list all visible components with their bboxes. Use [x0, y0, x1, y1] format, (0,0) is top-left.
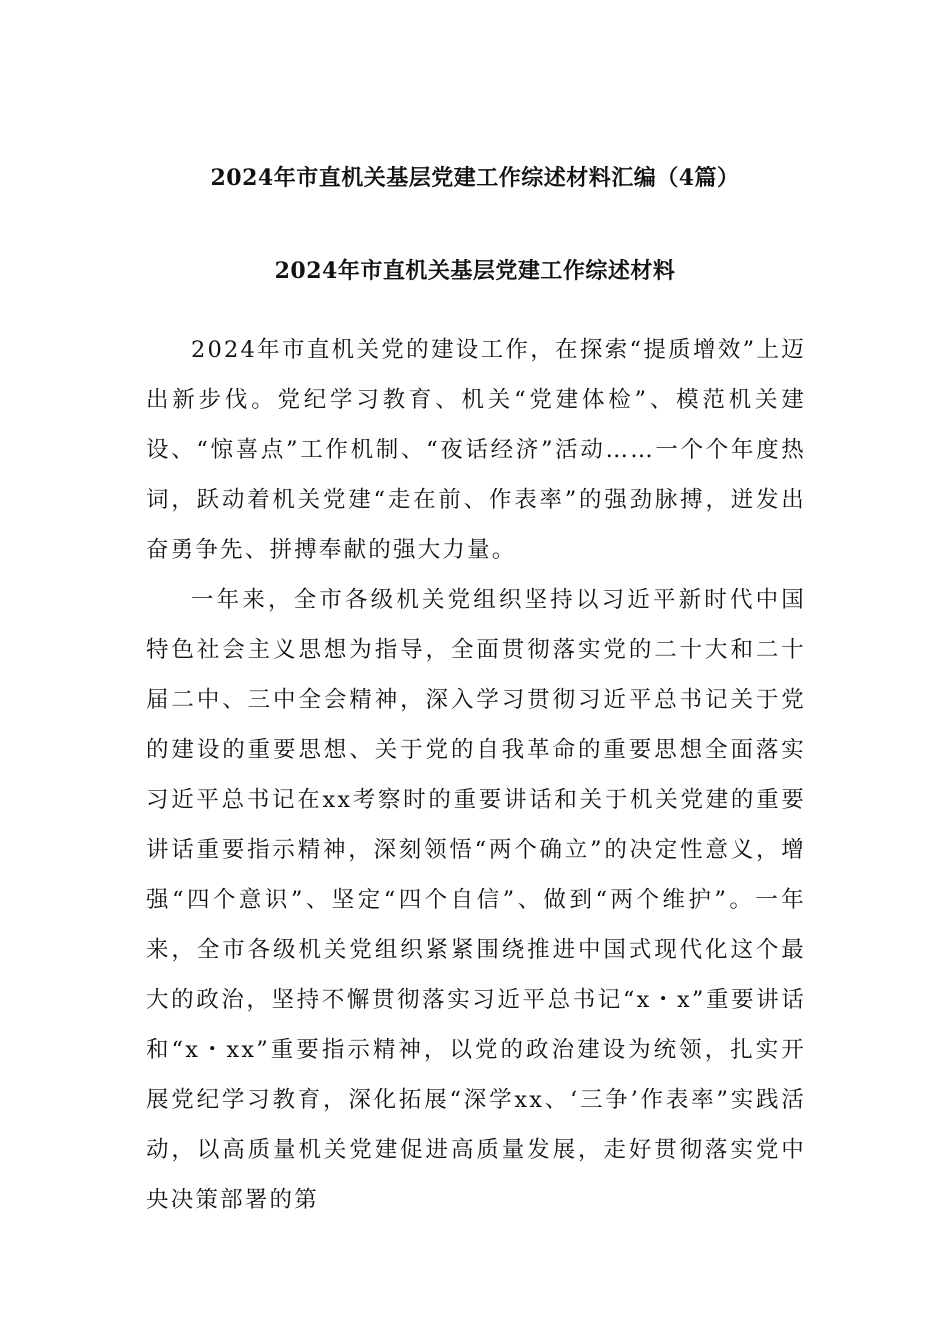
section-title: 2024年市直机关基层党建工作综述材料	[274, 258, 676, 284]
paragraph-intro: 2024年市直机关党的建设工作，在探索“提质增效”上迈出新步伐。党纪学习教育、机关“党建体检”、模范机关建设、“惊喜点”工作机制、“夜话经济”活动……一个个年度热词，跃动着机关党建“走在前、作表率”的强劲脉搏，迸发出奋勇争先、拼搏奉献的强大力量。	[146, 337, 806, 563]
document-title: 2024年市直机关基层党建工作综述材料汇编（4篇）	[210, 165, 740, 191]
document-body	[146, 325, 806, 1225]
paragraph-overview: 一年来，全市各级机关党组织坚持以习近平新时代中国特色社会主义思想为指导，全面贯彻落实党的二十大和二十届二中、三中全会精神，深入学习贯彻习近平总书记关于党的建设的重要思想、关于党的自我革命的重要思想全面落实习近平总书记在xx考察时的重要讲话和关于机关党建的重要讲话重要指示精神，深刻领悟“两个确立”的决定性意义，增强“四个意识”、坚定“四个自信”、做到“两个维护”。一年来，全市各级机关党组织紧紧围绕推进中国式现代化这个最大的政治，坚持不懈贯彻落实习近平总书记“x・x”重要讲话和“x・xx”重要指示精神，以党的政治建设为统领，扎实开展党纪学习教育，深化拓展“深学xx、‘三争’作表率”实践活动，以高质量机关党建促进高质量发展，走好贯彻落实党中央决策部署的第	[146, 587, 806, 1213]
